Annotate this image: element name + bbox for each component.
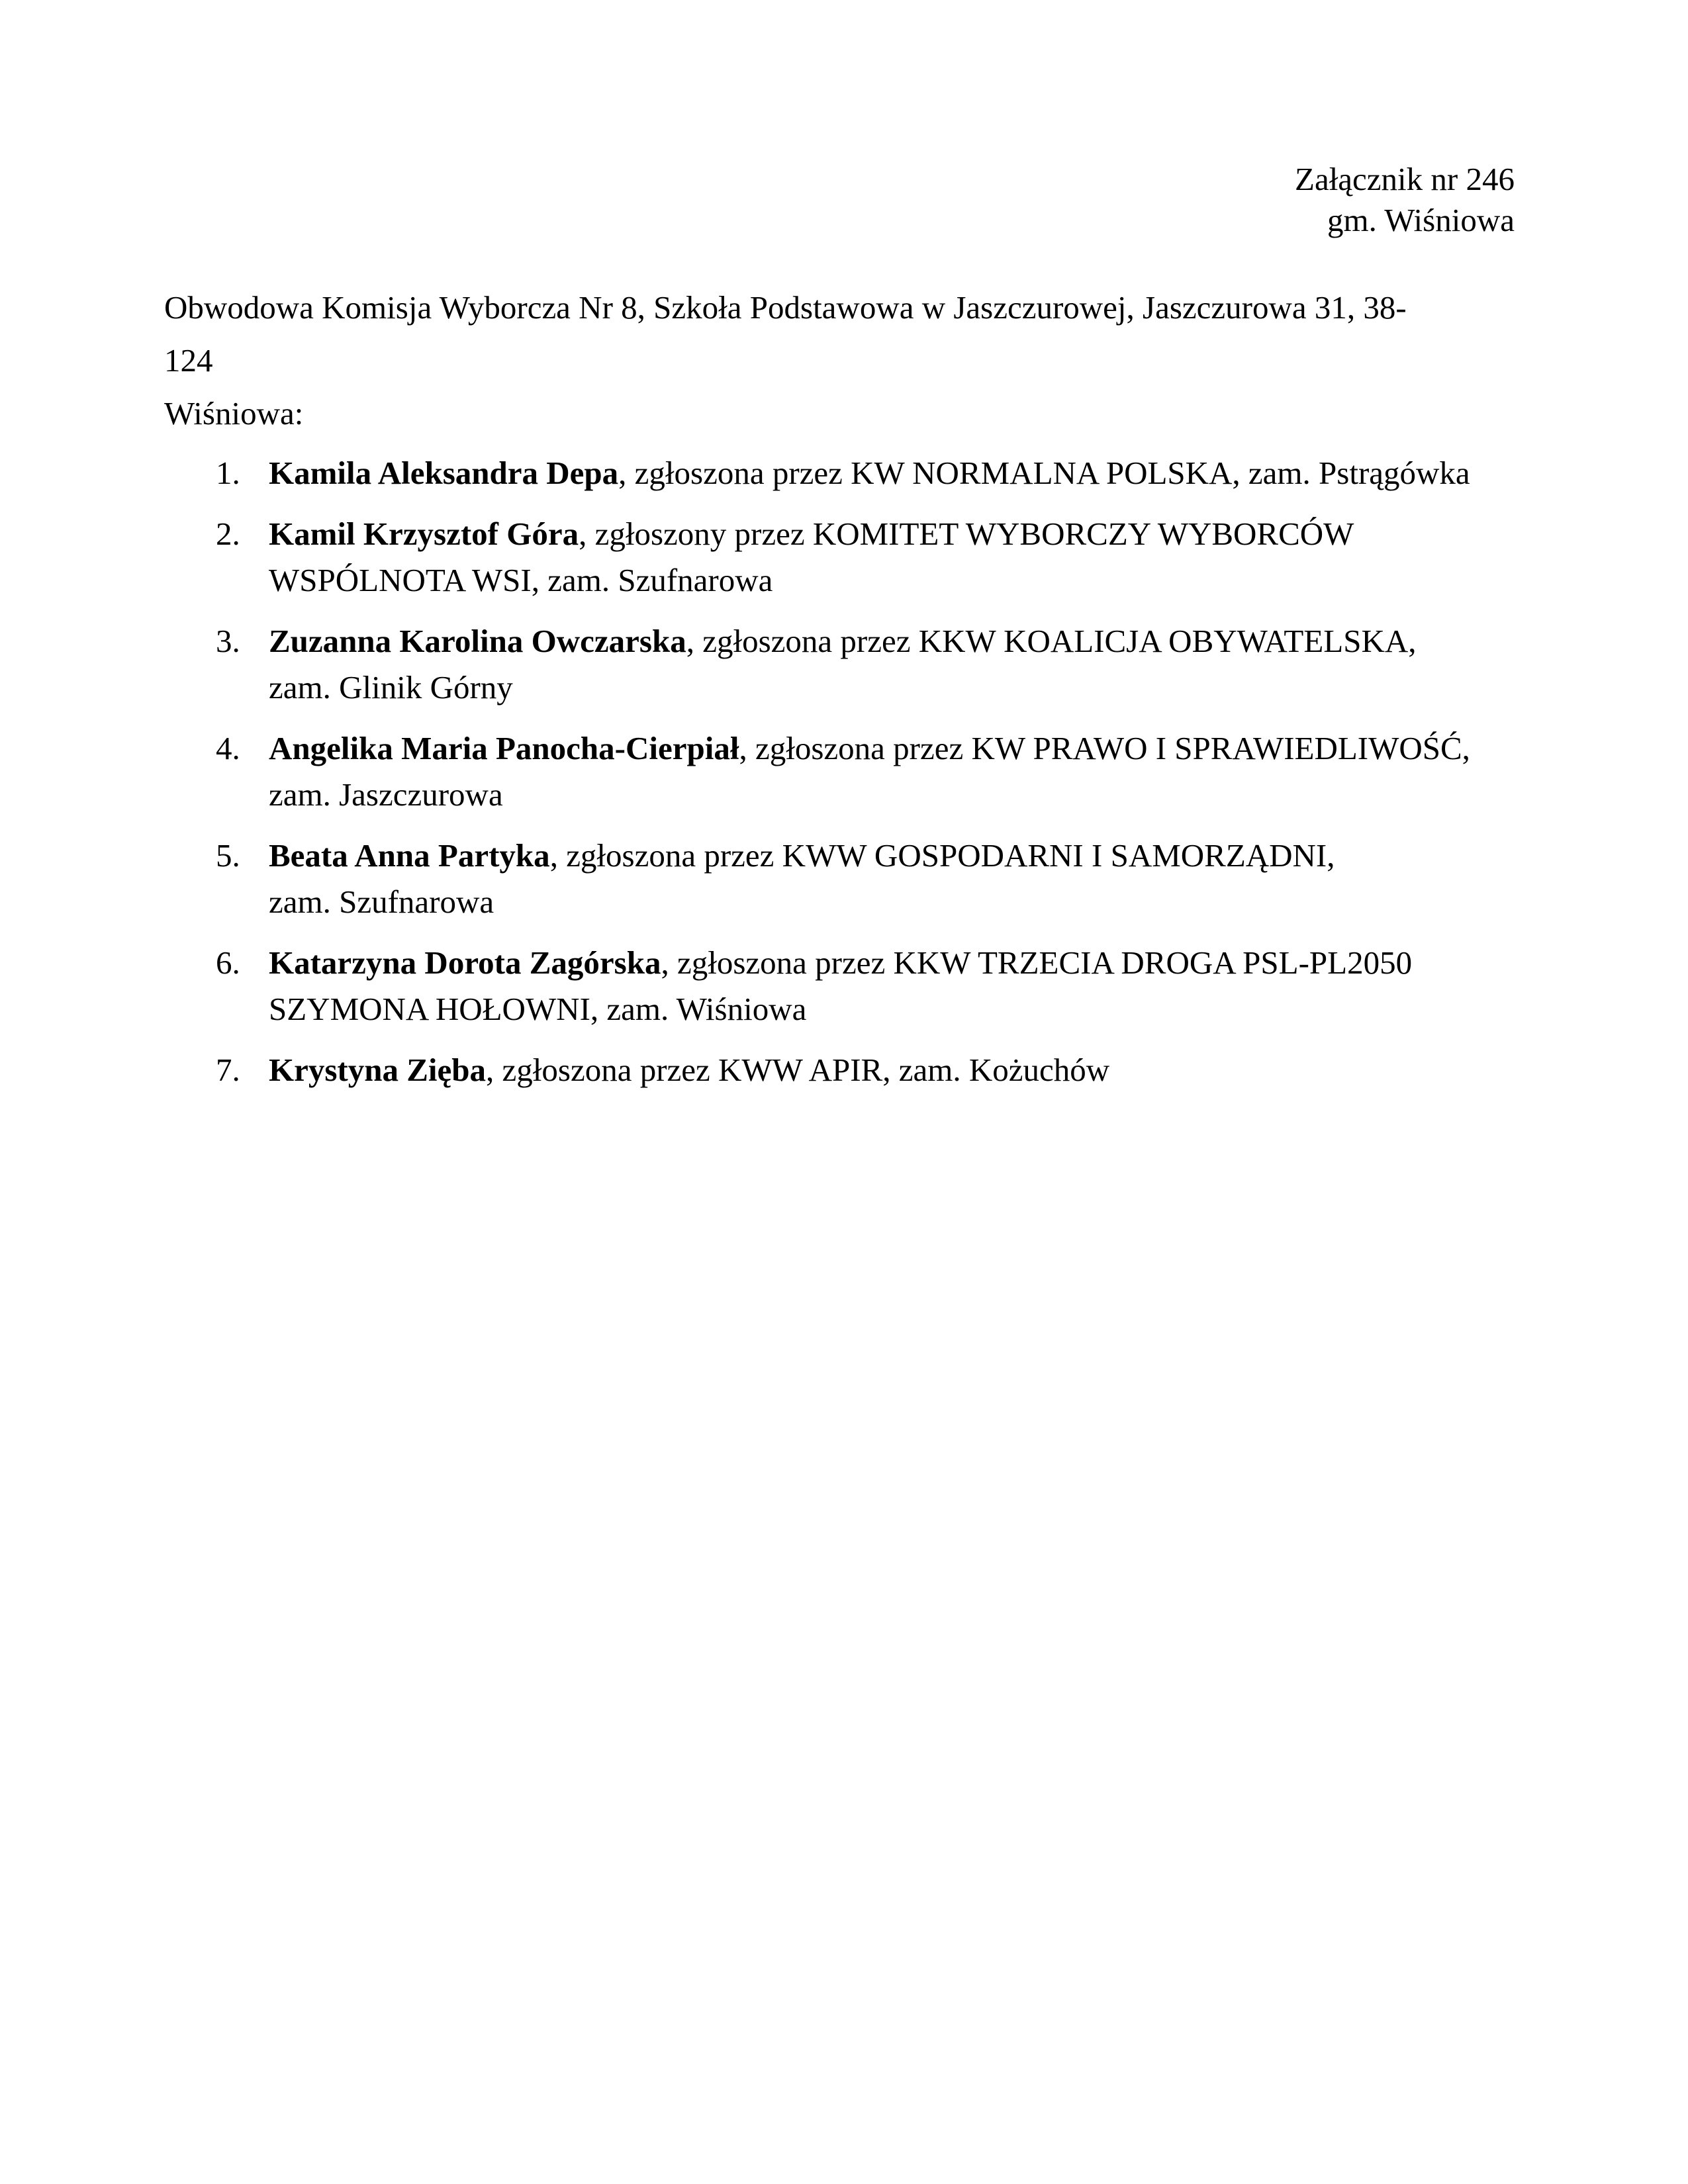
- member-details: , zgłoszona przez KKW KOALICJA OBYWATELSKA,: [686, 623, 1417, 659]
- committee-line-1: Obwodowa Komisja Wyborcza Nr 8, Szkoła Podstawowa w Jaszczurowej, Jaszczurowa 31, 38-124: [164, 289, 1407, 379]
- municipality: gm. Wiśniowa: [1327, 202, 1515, 238]
- member-details-cont: zam. Szufnarowa: [269, 884, 494, 920]
- document-header: [1295, 159, 1515, 241]
- list-item: [164, 1047, 1488, 1093]
- member-details: , zgłoszona przez KW PRAWO I SPRAWIEDLIWOŚĆ,: [739, 730, 1470, 766]
- attachment-number: Załącznik nr 246: [1295, 161, 1515, 197]
- item-number: 6.: [216, 944, 240, 981]
- member-name: Kamil Krzysztof Góra: [269, 516, 579, 552]
- list-item: [164, 833, 1488, 925]
- member-details: , zgłoszona przez KWW GOSPODARNI I SAMORZĄDNI,: [549, 837, 1335, 874]
- item-number: 3.: [216, 623, 240, 659]
- member-details-cont: zam. Jaszczurowa: [269, 776, 503, 813]
- members-list: [164, 450, 1488, 1108]
- item-number: 1.: [216, 455, 240, 491]
- member-name: Zuzanna Karolina Owczarska: [269, 623, 686, 659]
- item-number: 4.: [216, 730, 240, 766]
- member-name: Krystyna Zięba: [269, 1052, 487, 1088]
- member-details: , zgłoszona przez KWW APIR, zam. Kożuchów: [486, 1052, 1110, 1088]
- list-item: [164, 511, 1488, 604]
- item-number: 7.: [216, 1052, 240, 1088]
- member-details: , zgłoszona przez KKW TRZECIA DROGA PSL-PL2050: [661, 944, 1413, 981]
- list-item: [164, 618, 1488, 711]
- member-details: , zgłoszona przez KW NORMALNA POLSKA, zam. Pstrągówka: [618, 455, 1470, 491]
- committee-address: [164, 281, 1422, 440]
- list-item: [164, 450, 1488, 496]
- member-name: Kamila Aleksandra Depa: [269, 455, 619, 491]
- member-details-cont: SZYMONA HOŁOWNI, zam. Wiśniowa: [269, 991, 807, 1027]
- member-name: Katarzyna Dorota Zagórska: [269, 944, 661, 981]
- item-number: 2.: [216, 516, 240, 552]
- member-details-cont: WSPÓLNOTA WSI, zam. Szufnarowa: [269, 562, 773, 598]
- member-details-cont: zam. Glinik Górny: [269, 669, 513, 705]
- member-name: Angelika Maria Panocha-Cierpiał: [269, 730, 739, 766]
- member-name: Beata Anna Partyka: [269, 837, 550, 874]
- member-details: , zgłoszony przez KOMITET WYBORCZY WYBORCÓW: [579, 516, 1354, 552]
- list-item: [164, 725, 1488, 818]
- item-number: 5.: [216, 837, 240, 874]
- list-item: [164, 940, 1488, 1032]
- committee-line-2: Wiśniowa:: [164, 395, 304, 432]
